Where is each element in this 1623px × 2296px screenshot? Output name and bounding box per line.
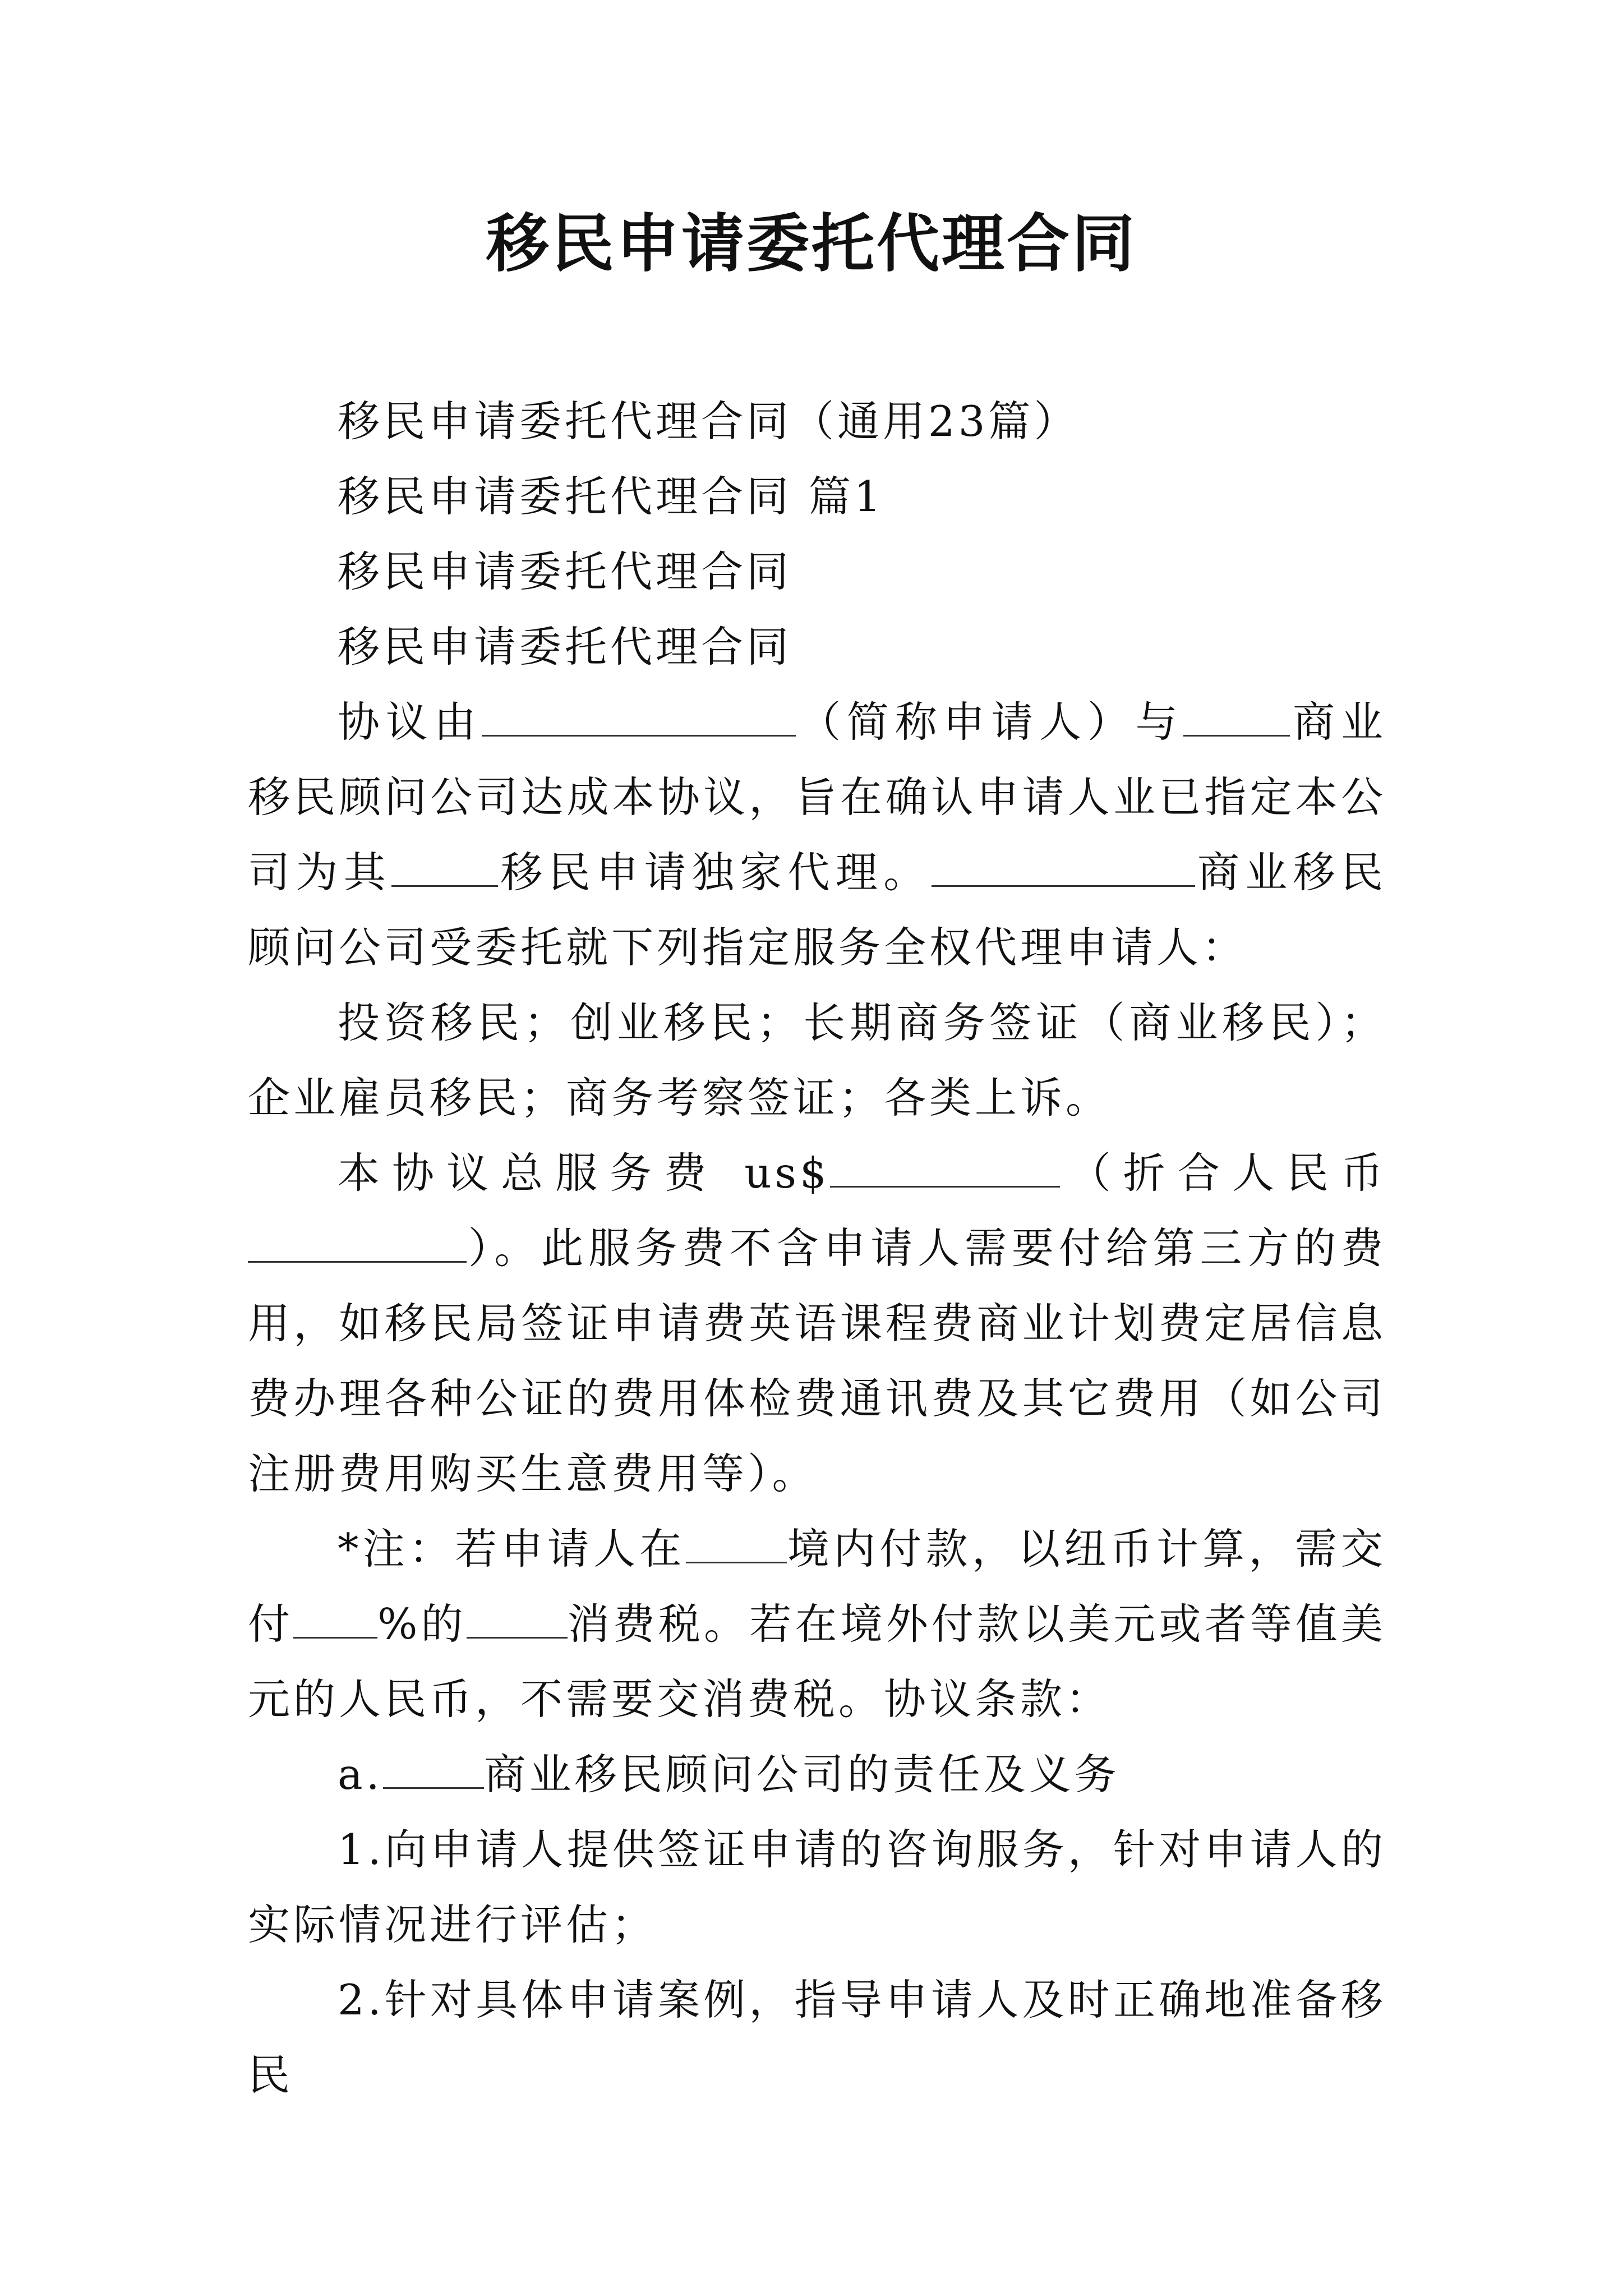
text-segment: 移民申请独家代理。	[498, 848, 932, 897]
text-segment: （简称申请人）与	[796, 697, 1184, 747]
paragraph-subtitle: 移民申请委托代理合同（通用23篇）	[338, 397, 1080, 446]
paragraph-clause-1: 1.向申请人提供签证申请的咨询服务，针对申请人的实际情况进行评估；	[248, 1825, 1386, 1949]
text-segment: a.	[338, 1750, 383, 1799]
paragraph-section-heading: 移民申请委托代理合同 篇1	[338, 472, 884, 521]
text-segment: 本协议总服务费 us$	[338, 1148, 830, 1198]
paragraph-clause-a	[248, 1737, 1386, 1812]
blank-country	[391, 845, 498, 887]
text-segment: 商业移民顾问公司达成本协议，旨在确认申请人业已指定本公司为其	[248, 697, 1386, 897]
text-segment: 商业移民顾问公司的责任及义务	[483, 1750, 1120, 1799]
text-segment: 消费税。若在境外付款以美元或者等值美元的人民币，不需要交消费税。协议条款：	[248, 1599, 1386, 1724]
paragraph-service-fee	[248, 1135, 1386, 1511]
paragraph-contract-name: 移民申请委托代理合同	[338, 547, 792, 596]
blank-country-2	[686, 1522, 787, 1563]
text-segment: （折合人民币	[1059, 1148, 1386, 1198]
text-segment: ）。此服务费不含申请人需要付给第三方的费用，如移民局签证申请费英语课程费商业计划费定居信息费办理各种公证的费用体检费通讯费及其它费用（如公司注册费用购买生意费用等）。	[248, 1223, 1386, 1498]
paragraph-services: 投资移民；创业移民；长期商务签证（商业移民）；企业雇员移民；商务考察签证；各类上诉。	[248, 998, 1386, 1122]
paragraph-contract-name-repeat: 移民申请委托代理合同	[338, 622, 792, 671]
blank-rmb-amount	[248, 1221, 467, 1263]
text-segment: %的	[377, 1599, 467, 1649]
blank-company-name-3	[383, 1747, 484, 1789]
paragraph-tax-note	[248, 1511, 1386, 1737]
blank-usd-amount	[830, 1146, 1060, 1188]
text-segment: 境内付款，以纽币计算，需交付	[248, 1524, 1386, 1649]
document-title: 移民申请委托代理合同	[486, 208, 1137, 280]
text-segment: 商业移民顾问公司受委托就下列指定服务全权代理申请人：	[248, 848, 1386, 972]
blank-applicant-name	[482, 695, 796, 737]
blank-company-name	[1183, 695, 1290, 737]
document-body	[248, 384, 1386, 2113]
paragraph-agreement-parties	[248, 684, 1386, 985]
text-segment: 协议由	[338, 697, 482, 747]
text-segment: *注：若申请人在	[338, 1524, 686, 1573]
blank-country-3	[467, 1597, 568, 1639]
blank-company-name-2	[932, 845, 1195, 887]
blank-percent	[293, 1597, 377, 1639]
paragraph-clause-2: 2.针对具体申请案例，指导申请人及时正确地准备移民	[248, 1975, 1386, 2100]
